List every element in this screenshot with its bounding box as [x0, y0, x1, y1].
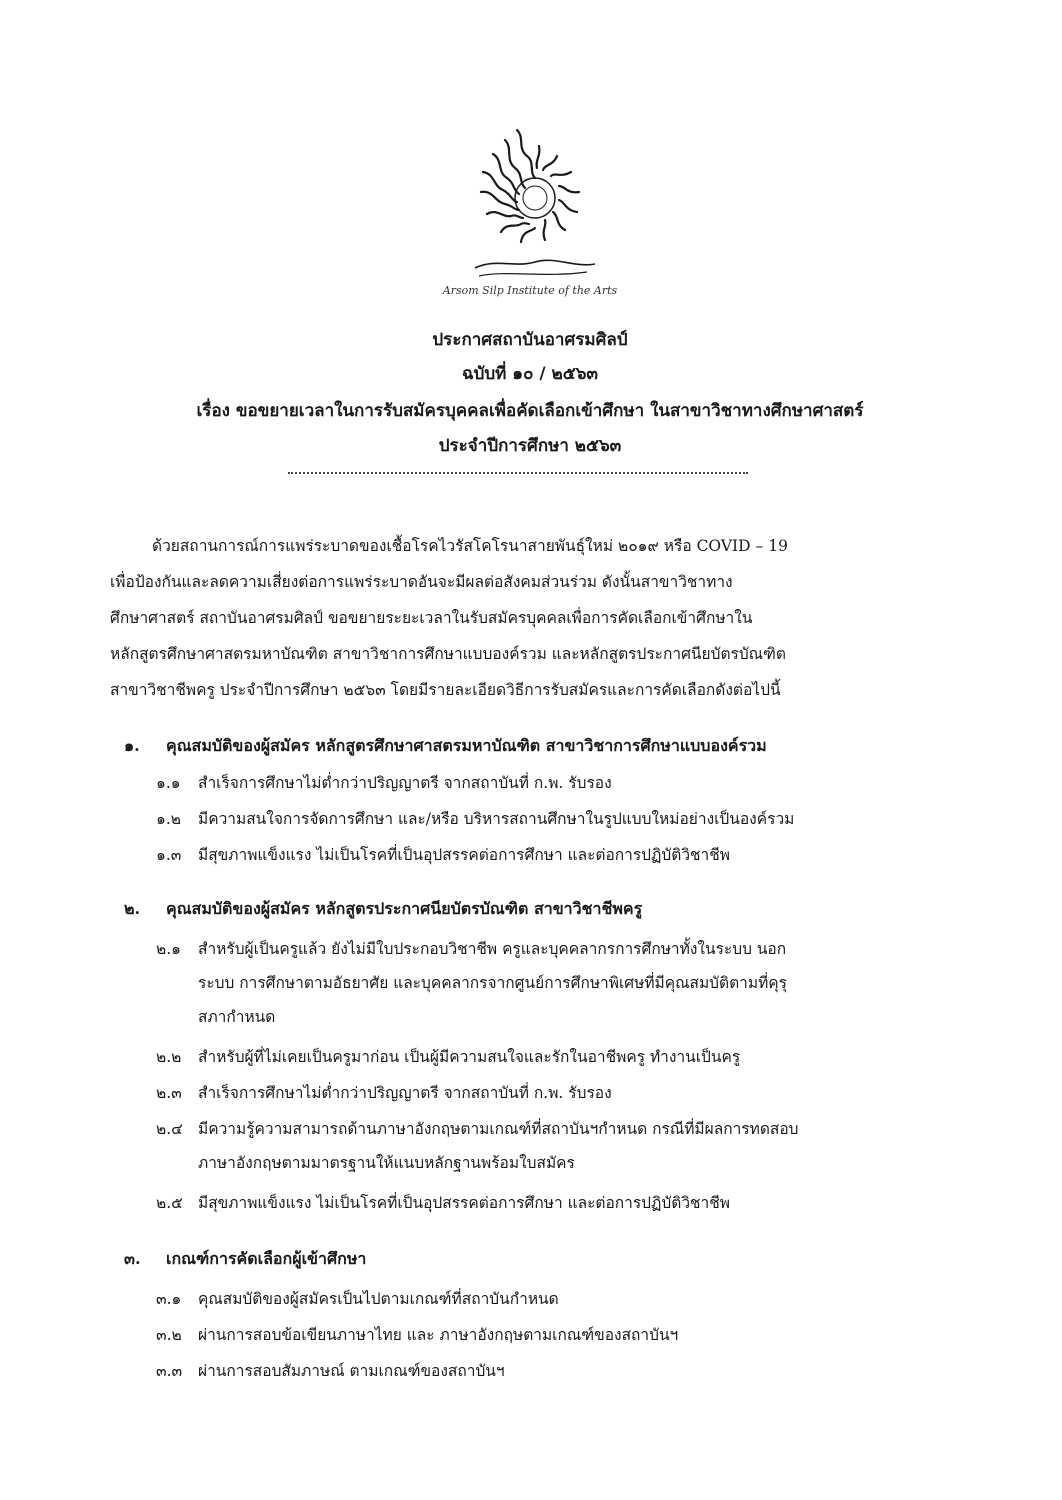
list-item	[156, 1112, 946, 1180]
section-heading: คุณสมบัติของผู้สมัคร หลักสูตรประกาศนียบัตรบัณฑิต สาขาวิชาชีพครู	[166, 899, 643, 918]
item-text: มีสุขภาพแข็งแรง ไม่เป็นโรคที่เป็นอุปสรรคต่อการศึกษา และต่อการปฏิบัติวิชาชีพ	[198, 846, 730, 864]
section-heading: คุณสมบัติของผู้สมัคร หลักสูตรศึกษาศาสตรมหาบัณฑิต สาขาวิชาการศึกษาแบบองค์รวม	[166, 736, 767, 755]
item-number: ๓.๓	[156, 1362, 183, 1380]
section-number: ๓.	[124, 1249, 141, 1268]
section-3-title	[124, 1247, 366, 1272]
item-number: ๑.๒	[156, 810, 181, 828]
list-item	[156, 802, 946, 836]
item-number: ๒.๓	[156, 1084, 182, 1102]
item-number: ๑.๑	[156, 774, 181, 792]
section-1-title	[124, 734, 767, 759]
list-item	[156, 1282, 946, 1316]
list-item	[156, 932, 946, 1034]
item-number: ๒.๕	[156, 1194, 183, 1212]
institute-logo-emblem	[455, 118, 605, 283]
item-text: สำหรับผู้เป็นครูแล้ว ยังไม่มีใบประกอบวิชาชีพ ครูและบุคคลากรการศึกษาทั้งในระบบ นอก	[198, 940, 787, 958]
list-item	[156, 838, 946, 872]
intro-line: ศึกษาศาสตร์ สถาบันอาศรมศิลป์ ขอขยายระยะเวลาในรับสมัครบุคคลเพื่อการคัดเลือกเข้าศึกษาใน	[110, 609, 753, 627]
intro-line: เพื่อป้องกันและลดความเสี่ยงต่อการแพร่ระบาดอันจะมีผลต่อสังคมส่วนร่วม ดังนั้นสาขาวิชาทาง	[110, 573, 733, 591]
item-number: ๒.๒	[156, 1048, 182, 1066]
list-item	[156, 1040, 946, 1074]
section-2-title	[124, 897, 642, 922]
announcement-title: ประกาศสถาบันอาศรมศิลป์	[432, 330, 628, 350]
item-number: ๓.๒	[156, 1326, 182, 1344]
section-heading: เกณฑ์การคัดเลือกผู้เข้าศึกษา	[166, 1249, 367, 1268]
item-text: มีความรู้ความสามารถด้านภาษาอังกฤษตามเกณฑ์ที่สถาบันฯกำหนด กรณีที่มีผลการทดสอบ	[198, 1120, 799, 1138]
item-text: มีความสนใจการจัดการศึกษา และ/หรือ บริหารสถานศึกษาในรูปแบบใหม่อย่างเป็นองค์รวม	[198, 810, 795, 828]
list-item	[156, 766, 946, 800]
item-number: ๑.๓	[156, 846, 182, 864]
announcement-subject: เรื่อง ขอขยายเวลาในการรับสมัครบุคคลเพื่อคัดเลือกเข้าศึกษา ในสาขาวิชาทางศึกษาศาสตร์	[196, 401, 864, 421]
announcement-number: ฉบับที่ ๑๐ / ๒๕๖๓	[462, 364, 598, 384]
list-item	[156, 1076, 946, 1110]
item-number: ๓.๑	[156, 1290, 182, 1308]
item-text: สำเร็จการศึกษาไม่ต่ำกว่าปริญญาตรี จากสถาบันที่ ก.พ. รับรอง	[198, 774, 612, 792]
item-number: ๒.๔	[156, 1120, 183, 1138]
section-number: ๑.	[124, 736, 140, 755]
intro-line: หลักสูตรศึกษาศาสตรมหาบัณฑิต สาขาวิชาการศึกษาแบบองค์รวม และหลักสูตรประกาศนียบัตรบัณฑิต	[110, 645, 786, 663]
list-item	[156, 1186, 946, 1220]
intro-line: ด้วยสถานการณ์การแพร่ระบาดของเชื้อโรคไวรัสโคโรนาสายพันธุ์ใหม่ ๒๐๑๙ หรือ COVID – 19	[152, 537, 788, 555]
item-number: ๒.๑	[156, 940, 181, 958]
item-text: ผ่านการสอบสัมภาษณ์ ตามเกณฑ์ของสถาบันฯ	[198, 1362, 505, 1380]
intro-paragraph	[110, 528, 960, 708]
item-text-continued: สภากำหนด	[198, 1008, 276, 1026]
item-text: มีสุขภาพแข็งแรง ไม่เป็นโรคที่เป็นอุปสรรคต่อการศึกษา และต่อการปฏิบัติวิชาชีพ	[198, 1194, 730, 1212]
list-item	[156, 1318, 946, 1352]
item-text-continued: ภาษาอังกฤษตามมาตรฐานให้แนบหลักฐานพร้อมใบสมัคร	[198, 1154, 575, 1172]
dotted-divider	[288, 472, 748, 474]
academic-year: ประจำปีการศึกษา ๒๕๖๓	[438, 436, 622, 456]
item-text: ผ่านการสอบข้อเขียนภาษาไทย และ ภาษาอังกฤษตามเกณฑ์ของสถาบันฯ	[198, 1326, 679, 1344]
logo-caption: Arsom Silp Institute of the Arts	[442, 284, 618, 297]
item-text: สำเร็จการศึกษาไม่ต่ำกว่าปริญญาตรี จากสถาบันที่ ก.พ. รับรอง	[198, 1084, 612, 1102]
item-text: คุณสมบัติของผู้สมัครเป็นไปตามเกณฑ์ที่สถาบันกำหนด	[198, 1290, 559, 1308]
item-text-continued: ระบบ การศึกษาตามอัธยาศัย และบุคคลากรจากศูนย์การศึกษาพิเศษที่มีคุณสมบัติตามที่คุรุ	[198, 974, 787, 992]
section-number: ๒.	[124, 899, 141, 918]
intro-line: สาขาวิชาชีพครู ประจำปีการศึกษา ๒๕๖๓ โดยมีรายละเอียดวิธีการรับสมัครและการคัดเลือกดังต่อไปนี้	[110, 681, 781, 699]
item-text: สำหรับผู้ที่ไม่เคยเป็นครูมาก่อน เป็นผู้มีความสนใจและรักในอาชีพครู ทำงานเป็นครู	[198, 1048, 741, 1066]
list-item	[156, 1354, 946, 1388]
